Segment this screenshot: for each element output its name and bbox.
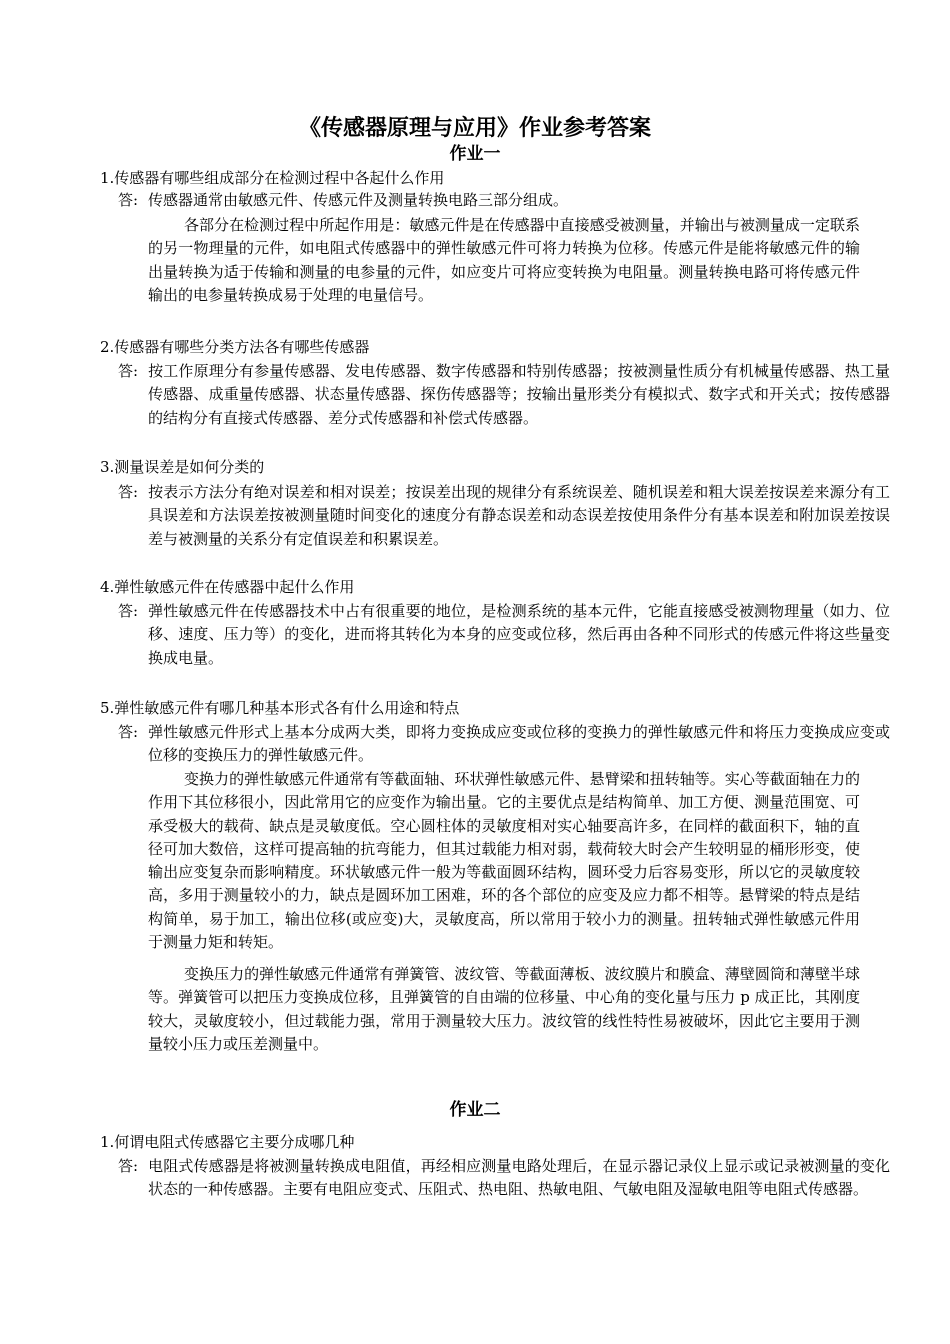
section-heading-1: 作业一 xyxy=(449,144,501,164)
answer-label: 答: xyxy=(118,723,139,741)
answer-1-1-paragraph: 各部分在检测过程中所起作用是：敏感元件是在传感器中直接感受被测量，并输出与被测量成一定联系的另一物理量的元件，如电阻式传感器中的弹性敏感元件可将力转换为位移。传感元件是能将敏感元件的输出量转换为适于传输和测量的电参量的元件，如应变片可将应变转换为电阻量。测量转换电路可将传感元件输出的电参量转换成易于处理的电量信号。 xyxy=(148,216,860,304)
question-1-2: 2.传感器有哪些分类方法各有哪些传感器 xyxy=(100,338,370,356)
question-1-5: 5.弹性敏感元件有哪几种基本形式各有什么用途和特点 xyxy=(100,699,460,717)
question-1-4: 4.弹性敏感元件在传感器中起什么作用 xyxy=(100,578,355,596)
answer-label: 答: xyxy=(118,602,139,620)
answer-text: 传感器通常由敏感元件、传感元件及测量转换电路三部分组成。 xyxy=(148,191,569,209)
question-1-1: 1.传感器有哪些组成部分在检测过程中各起什么作用 xyxy=(100,169,445,187)
answer-1-3 xyxy=(118,481,890,551)
answer-text: 按表示方法分有绝对误差和相对误差；按误差出现的规律分有系统误差、随机误差和粗大误差按误差来源分有工具误差和方法误差按被测量随时间变化的速度分有静态误差和动态误差按使用条件分有基本误差和附加误差按误差与被测量的关系分有定值误差和积累误差。 xyxy=(148,483,890,548)
answer-text: 按工作原理分有参量传感器、发电传感器、数字传感器和特别传感器；按被测量性质分有机械量传感器、热工量传感器、成重量传感器、状态量传感器、探伤传感器等；按输出量形类分有模拟式、数字式和开关式；按传感器的结构分有直接式传感器、差分式传感器和补偿式传感器。 xyxy=(148,362,890,427)
document-title: 《传感器原理与应用》作业参考答案 xyxy=(298,115,651,141)
answer-text: 弹性敏感元件在传感器技术中占有很重要的地位，是检测系统的基本元件，它能直接感受被测物理量（如力、位移、速度、压力等）的变化，进而将其转化为本身的应变或位移，然后再由各种不同形式的传感元件将这些量变换成电量。 xyxy=(148,602,890,667)
answer-2-1 xyxy=(118,1155,890,1202)
answer-1-5-paragraph-1: 变换力的弹性敏感元件通常有等截面轴、环状弹性敏感元件、悬臂梁和扭转轴等。实心等截面轴在力的作用下其位移很小，因此常用它的应变作为输出量。它的主要优点是结构简单、加工方便、测量范围宽、可承受极大的载荷、缺点是灵敏度低。空心圆柱体的灵敏度相对实心轴要高许多，在同样的截面积下，轴的直径可加大数倍，这样可提高轴的抗弯能力，但其过载能力相对弱，载荷较大时会产生较明显的桶形形变，使输出应变复杂而影响精度。环状敏感元件一般为等截面圆环结构，圆环受力后容易变形，所以它的灵敏度较高，多用于测量较小的力，缺点是圆环加工困难，环的各个部位的应变及应力都不相等。悬臂梁的特点是结构简单，易于加工，输出位移(或应变)大，灵敏度高，所以常用于较小力的测量。扭转轴式弹性敏感元件用于测量力矩和转矩。 xyxy=(148,770,860,952)
answer-label: 答: xyxy=(118,191,139,209)
answer-label: 答: xyxy=(118,362,139,380)
answer-1-5 xyxy=(118,721,890,768)
answer-1-1 xyxy=(118,189,890,212)
question-1-3: 3.测量误差是如何分类的 xyxy=(100,458,265,476)
section-heading-2: 作业二 xyxy=(449,1100,501,1120)
answer-label: 答: xyxy=(118,1157,139,1175)
question-2-1: 1.何谓电阻式传感器它主要分成哪几种 xyxy=(100,1133,355,1151)
answer-label: 答: xyxy=(118,483,139,501)
answer-text: 电阻式传感器是将被测量转换成电阻值，再经相应测量电路处理后，在显示器记录仪上显示或记录被测量的变化状态的一种传感器。主要有电阻应变式、压阻式、热电阻、热敏电阻、气敏电阻及湿敏电阻等电阻式传感器。 xyxy=(148,1157,890,1199)
answer-1-5-paragraph-2: 变换压力的弹性敏感元件通常有弹簧管、波纹管、等截面薄板、波纹膜片和膜盒、薄壁圆筒和薄壁半球等。弹簧管可以把压力变换成位移，且弹簧管的自由端的位移量、中心角的变化量与压力 p 成正比，其刚度较大，灵敏度较小，但过载能力强，常用于测量较大压力。波纹管的线性特性易被破坏，因此它主要用于测量较小压力或压差测量中。 xyxy=(148,965,860,1053)
answer-text: 弹性敏感元件形式上基本分成两大类，即将力变换成应变或位移的变换力的弹性敏感元件和将压力变换成应变或位移的变换压力的弹性敏感元件。 xyxy=(148,723,890,765)
answer-1-2 xyxy=(118,360,890,430)
answer-1-4 xyxy=(118,600,890,670)
